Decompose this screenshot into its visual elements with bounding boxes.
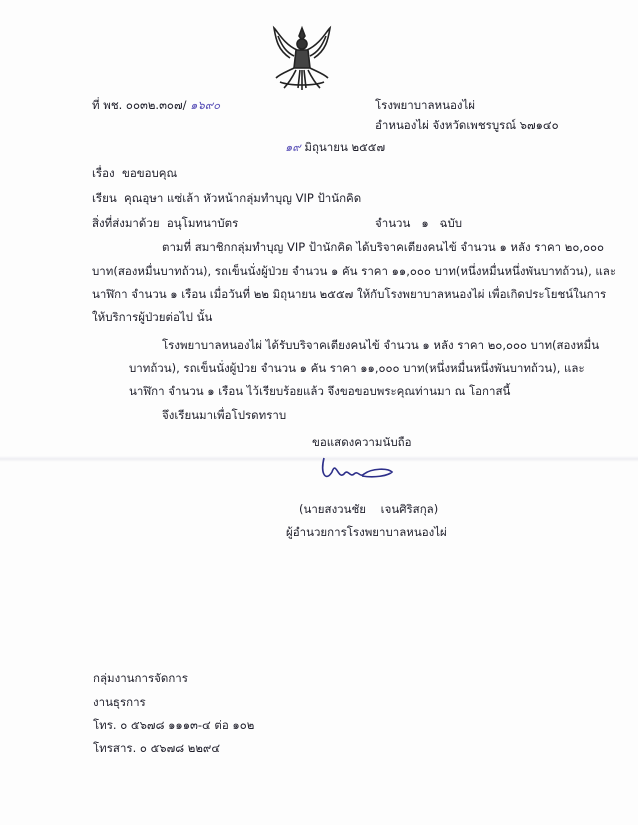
garuda-emblem-icon: [270, 24, 334, 94]
paragraph1-line: ให้บริการผู้ป่วยต่อไป นั้น: [92, 310, 213, 324]
paragraph1-line: นาฬิกา จำนวน ๑ เรือน เมื่อวันที่ ๒๒ มิถุนายน ๒๕๕๗ ให้กับโรงพยาบาลหนองไผ่ เพื่อเกิดประโยชน์ในการ: [92, 287, 607, 301]
organization-address: อำหนองไผ่ จังหวัดเพชรบูรณ์ ๖๗๑๔๐: [375, 118, 559, 132]
reference-prefix: ที่ พช. ๐๐๓๒.๓๐๗/: [92, 98, 187, 112]
paragraph2-line: นาฬิกา จำนวน ๑ เรือน ไว้เรียบร้อยแล้ว จึงขอขอบพระคุณท่านมา ณ โอกาสนี้: [129, 384, 511, 398]
footer-section: งานธุรการ: [93, 695, 146, 709]
paragraph2-line: โรงพยาบาลหนองไผ่ ได้รับบริจาคเตียงคนไข้ จำนวน ๑ หลัง ราคา ๒๐,๐๐๐ บาท(สองหมื่น: [162, 338, 600, 352]
subject-line: [92, 166, 177, 180]
regards-text: ขอแสดงความนับถือ: [312, 435, 412, 449]
paragraph1-line: บาท(สองหมื่นบาทถ้วน), รถเข็นนั่งผู้ป่วย จำนวน ๑ คัน ราคา ๑๑,๐๐๐ บาท(หนึ่งหมื่นหนึ่งพันบาทถ้วน), และ: [92, 264, 617, 278]
enclosure-value: อนุโมทนาบัตร: [166, 216, 239, 230]
recipient-value: คุณอุษา แซ่เล้า หัวหน้ากลุ่มทำบุญ VIP ป้านักคิด: [124, 191, 362, 205]
recipient-line: [92, 191, 361, 205]
date-month-year: มิถุนายน ๒๕๕๗: [304, 140, 386, 154]
signature-icon: [318, 452, 398, 488]
footer-phone: โทร. ๐ ๕๖๗๘ ๑๑๑๓-๔ ต่อ ๑๐๒: [93, 718, 255, 732]
signatory-name: (นายสงวนชัย เจนศิริสกุล): [299, 502, 439, 516]
recipient-label: เรียน: [92, 191, 117, 205]
letter-date: [285, 140, 385, 154]
footer-department: กลุ่มงานการจัดการ: [93, 671, 188, 685]
paragraph2-line: บาทถ้วน), รถเข็นนั่งผู้ป่วย จำนวน ๑ คัน ราคา ๑๑,๐๐๐ บาท(หนึ่งหมื่นหนึ่งพันบาทถ้วน), และ: [129, 361, 585, 375]
signatory-position: ผู้อำนวยการโรงพยาบาลหนองไผ่: [286, 525, 447, 539]
subject-label: เรื่อง: [92, 166, 115, 180]
enclosure-label: สิ่งที่ส่งมาด้วย: [92, 216, 160, 230]
date-day-handwritten: ๑๙: [285, 140, 301, 154]
subject-value: ขอขอบคุณ: [121, 166, 178, 180]
reference-number: [92, 98, 220, 112]
enclosure-quantity: จำนวน ๑ ฉบับ: [375, 216, 463, 230]
footer-fax: โทรสาร. ๐ ๕๖๗๘ ๒๒๙๔: [93, 741, 221, 755]
reference-handwritten-number: ๑๖๙๐: [190, 98, 221, 112]
enclosure-line: [92, 216, 238, 230]
closing-line: จึงเรียนมาเพื่อโปรดทราบ: [162, 408, 287, 422]
paragraph1-line: ตามที่ สมาชิกกลุ่มทำบุญ VIP ป้านักคิด ได้บริจาคเตียงคนไข้ จำนวน ๑ หลัง ราคา ๒๐,๐๐๐: [162, 240, 605, 254]
organization-name: โรงพยาบาลหนองไผ่: [375, 98, 476, 112]
